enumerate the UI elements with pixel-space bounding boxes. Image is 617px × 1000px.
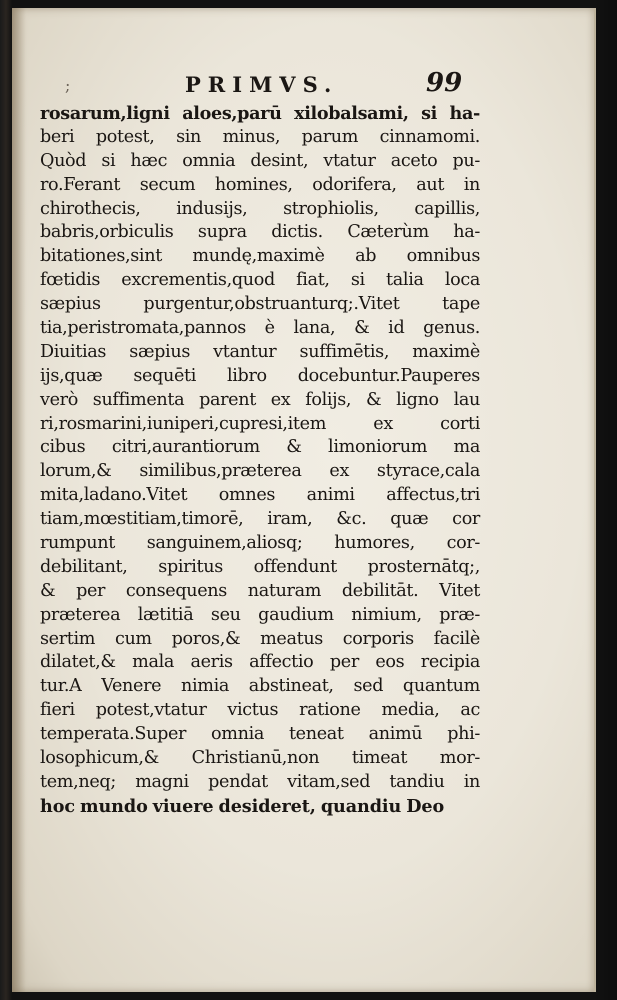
text-line: tiam,mœstitiam,timorē, iram, &c. quæ cor: [40, 509, 480, 530]
text-line: losophicum,& Christianū,non timeat mor-: [40, 748, 480, 769]
text-line: ri,rosmarini,iuniperi,cupresi,item ex corti: [40, 413, 480, 434]
text-line: lorum,& similibus,præterea ex styrace,cala: [40, 461, 480, 482]
text-line: cibus citri,aurantiorum & limoniorum ma: [40, 437, 480, 458]
text-line: rumpunt sanguinem,aliosq; humores, cor-: [40, 533, 480, 554]
text-line: & per consequens naturam debilitāt. Vitet: [40, 580, 480, 601]
book-page: [12, 8, 596, 992]
text-line: tia,peristromata,pannos è lana, & id genus.: [40, 318, 480, 339]
text-line: Quòd si hæc omnia desint, vtatur aceto pu-: [40, 150, 480, 171]
running-header: [38, 68, 478, 104]
text-line: mita,ladano.Vitet omnes animi affectus,tri: [40, 485, 480, 506]
text-line: chirothecis, indusijs, strophiolis, capillis,: [40, 198, 480, 219]
text-line: sertim cum poros,& meatus corporis facilè: [40, 628, 480, 649]
text-line: babris,orbiculis supra dictis. Cæterùm ha-: [40, 222, 480, 243]
text-line: temperata.Super omnia teneat animū phi-: [40, 724, 480, 745]
text-line: verò suffimenta parent ex folijs, & ligno lau: [40, 389, 480, 410]
text-line: fieri potest,vtatur victus ratione media, ac: [40, 700, 480, 721]
page-number: 99: [426, 68, 463, 98]
text-line: fœtidis excrementis,quod fiat, si talia loca: [40, 270, 480, 291]
running-title: PRIMVS.: [185, 72, 339, 97]
text-line: dilatet,& mala aeris affectio per eos recipia: [40, 652, 480, 673]
text-line: ijs,quæ sequēti libro docebuntur.Pauperes: [40, 365, 480, 386]
text-line: bitationes,sint mundę,maximè ab omnibus: [40, 246, 480, 267]
text-line: tur.A Venere nimia abstineat, sed quantum: [40, 676, 480, 697]
text-line: rosarum,ligni aloes,parū xilobalsami, si ha-: [40, 103, 480, 124]
text-line: ro.Ferant secum homines, odorifera, aut in: [40, 174, 480, 195]
ink-mark: ;: [65, 76, 71, 95]
text-line: sæpius purgentur,obstruanturq;.Vitet tape: [40, 294, 480, 315]
text-line: tem,neq; magni pendat vitam,sed tandiu in: [40, 771, 480, 792]
text-line: beri potest, sin minus, parum cinnamomi.: [40, 126, 480, 147]
text-line: hoc mundo viuere desideret, quandiu Deo: [40, 795, 445, 817]
body-text: [40, 102, 480, 819]
text-line: debilitant, spiritus offendunt prosternātq;,: [40, 556, 480, 577]
text-line: præterea lætitiā seu gaudium nimium, præ-: [40, 604, 480, 625]
text-line: Diuitias sæpius vtantur suffimētis, maximè: [40, 341, 480, 362]
